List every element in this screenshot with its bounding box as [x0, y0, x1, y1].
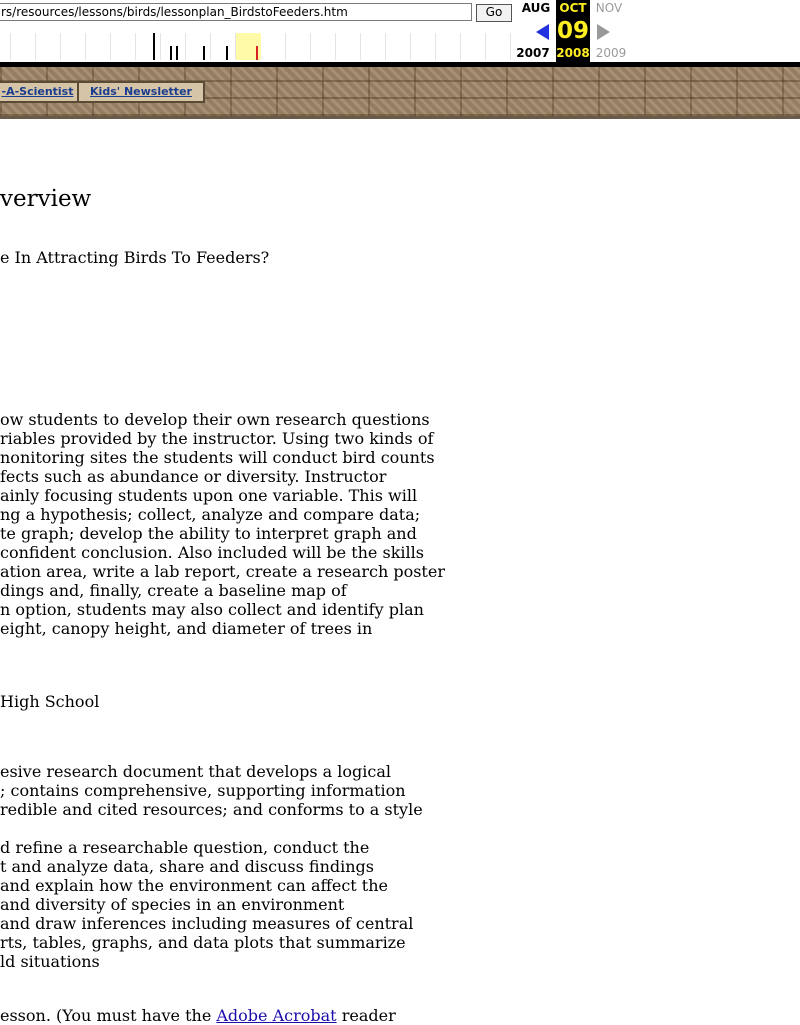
next-month-label: NOV [595, 1, 623, 15]
capture-timeline[interactable] [0, 33, 511, 60]
timeline-month-divider [60, 33, 61, 60]
objective-line: and draw inferences including measures of central [0, 914, 414, 933]
page-title: verview [0, 186, 92, 212]
timeline-month-divider [10, 33, 11, 60]
next-capture-arrow-icon [597, 24, 610, 40]
timeline-month-divider [460, 33, 461, 60]
timeline-month-divider [510, 33, 511, 60]
prev-capture-arrow-icon[interactable] [536, 24, 549, 40]
timeline-month-divider [210, 33, 211, 60]
overview-line: confident conclusion. Also included will be the skills [0, 543, 424, 562]
timeline-month-divider [160, 33, 161, 60]
objective-line: t and analyze data, share and discuss findings [0, 857, 374, 876]
standards-line: esive research document that develops a logical [0, 762, 391, 781]
prev-month-label[interactable]: AUG [521, 1, 551, 15]
objective-line: and explain how the environment can affect the [0, 876, 388, 895]
standards-line: ; contains comprehensive, supporting information [0, 781, 406, 800]
current-capture-mark[interactable] [256, 46, 258, 60]
overview-line: riables provided by the instructor. Using two kinds of [0, 429, 434, 448]
url-input[interactable]: rs/resources/lessons/birds/lessonplan_BirdstoFeeders.htm [0, 3, 472, 21]
timeline-month-divider [35, 33, 36, 60]
overview-line: ainly focusing students upon one variable. This will [0, 486, 418, 505]
overview-line: eight, canopy height, and diameter of trees in [0, 619, 373, 638]
timeline-month-divider [135, 33, 136, 60]
pdf-line-text-end: reader [336, 1006, 396, 1025]
timeline-month-divider [360, 33, 361, 60]
adobe-acrobat-link[interactable]: Adobe Acrobat [216, 1006, 337, 1025]
overview-line: n option, students may also collect and identify plan [0, 600, 424, 619]
timeline-month-divider [485, 33, 486, 60]
pdf-line-text: esson. (You must have the [0, 1006, 217, 1025]
timeline-month-divider [385, 33, 386, 60]
wayback-toolbar [0, 0, 800, 62]
timeline-month-divider [235, 33, 236, 60]
capture-mark[interactable] [203, 46, 205, 60]
overview-line: ng a hypothesis; collect, analyze and compare data; [0, 505, 421, 524]
timeline-month-divider [435, 33, 436, 60]
overview-line: fects such as abundance or diversity. Instructor [0, 467, 387, 486]
standards-line: redible and cited resources; and conforms to a style [0, 800, 423, 819]
overview-line: ow students to develop their own research questions [0, 410, 430, 429]
capture-mark[interactable] [170, 46, 172, 60]
next-year-label: 2009 [595, 46, 627, 60]
capture-mark[interactable] [226, 46, 228, 60]
nav-be-a-scientist-button[interactable] [0, 81, 79, 103]
banner-shadow [0, 116, 800, 119]
overview-line: dings and, finally, create a baseline map of [0, 581, 347, 600]
nav-kids-newsletter-link[interactable]: Kids' Newsletter [90, 85, 192, 98]
lesson-question: e In Attracting Birds To Feeders? [0, 248, 270, 267]
timeline-month-divider [185, 33, 186, 60]
timeline-month-divider [110, 33, 111, 60]
timeline-month-divider [85, 33, 86, 60]
current-month-label: OCT [559, 1, 587, 15]
current-day-label: 09 [556, 18, 589, 44]
overview-line: ation area, write a lab report, create a research poster [0, 562, 445, 581]
timeline-month-divider [310, 33, 311, 60]
objective-line: d refine a researchable question, conduct the [0, 838, 370, 857]
capture-mark[interactable] [153, 33, 155, 60]
overview-line: te graph; develop the ability to interpret graph and [0, 524, 417, 543]
objective-line: and diversity of species in an environment [0, 895, 345, 914]
timeline-month-divider [410, 33, 411, 60]
objective-line: rts, tables, graphs, and data plots that summarize [0, 933, 406, 952]
timeline-month-divider [335, 33, 336, 60]
go-button[interactable]: Go [476, 4, 512, 22]
pdf-download-line [0, 1006, 396, 1025]
nav-kids-newsletter-button[interactable] [77, 81, 205, 103]
nav-be-a-scientist-link[interactable]: -A-Scientist [1, 85, 74, 98]
grade-level: High School [0, 692, 100, 711]
current-year-label: 2008 [556, 46, 590, 60]
prev-year-label[interactable]: 2007 [516, 46, 550, 60]
timeline-month-divider [285, 33, 286, 60]
overview-line: nonitoring sites the students will conduct bird counts [0, 448, 435, 467]
objective-line: ld situations [0, 952, 100, 971]
capture-mark[interactable] [176, 46, 178, 60]
